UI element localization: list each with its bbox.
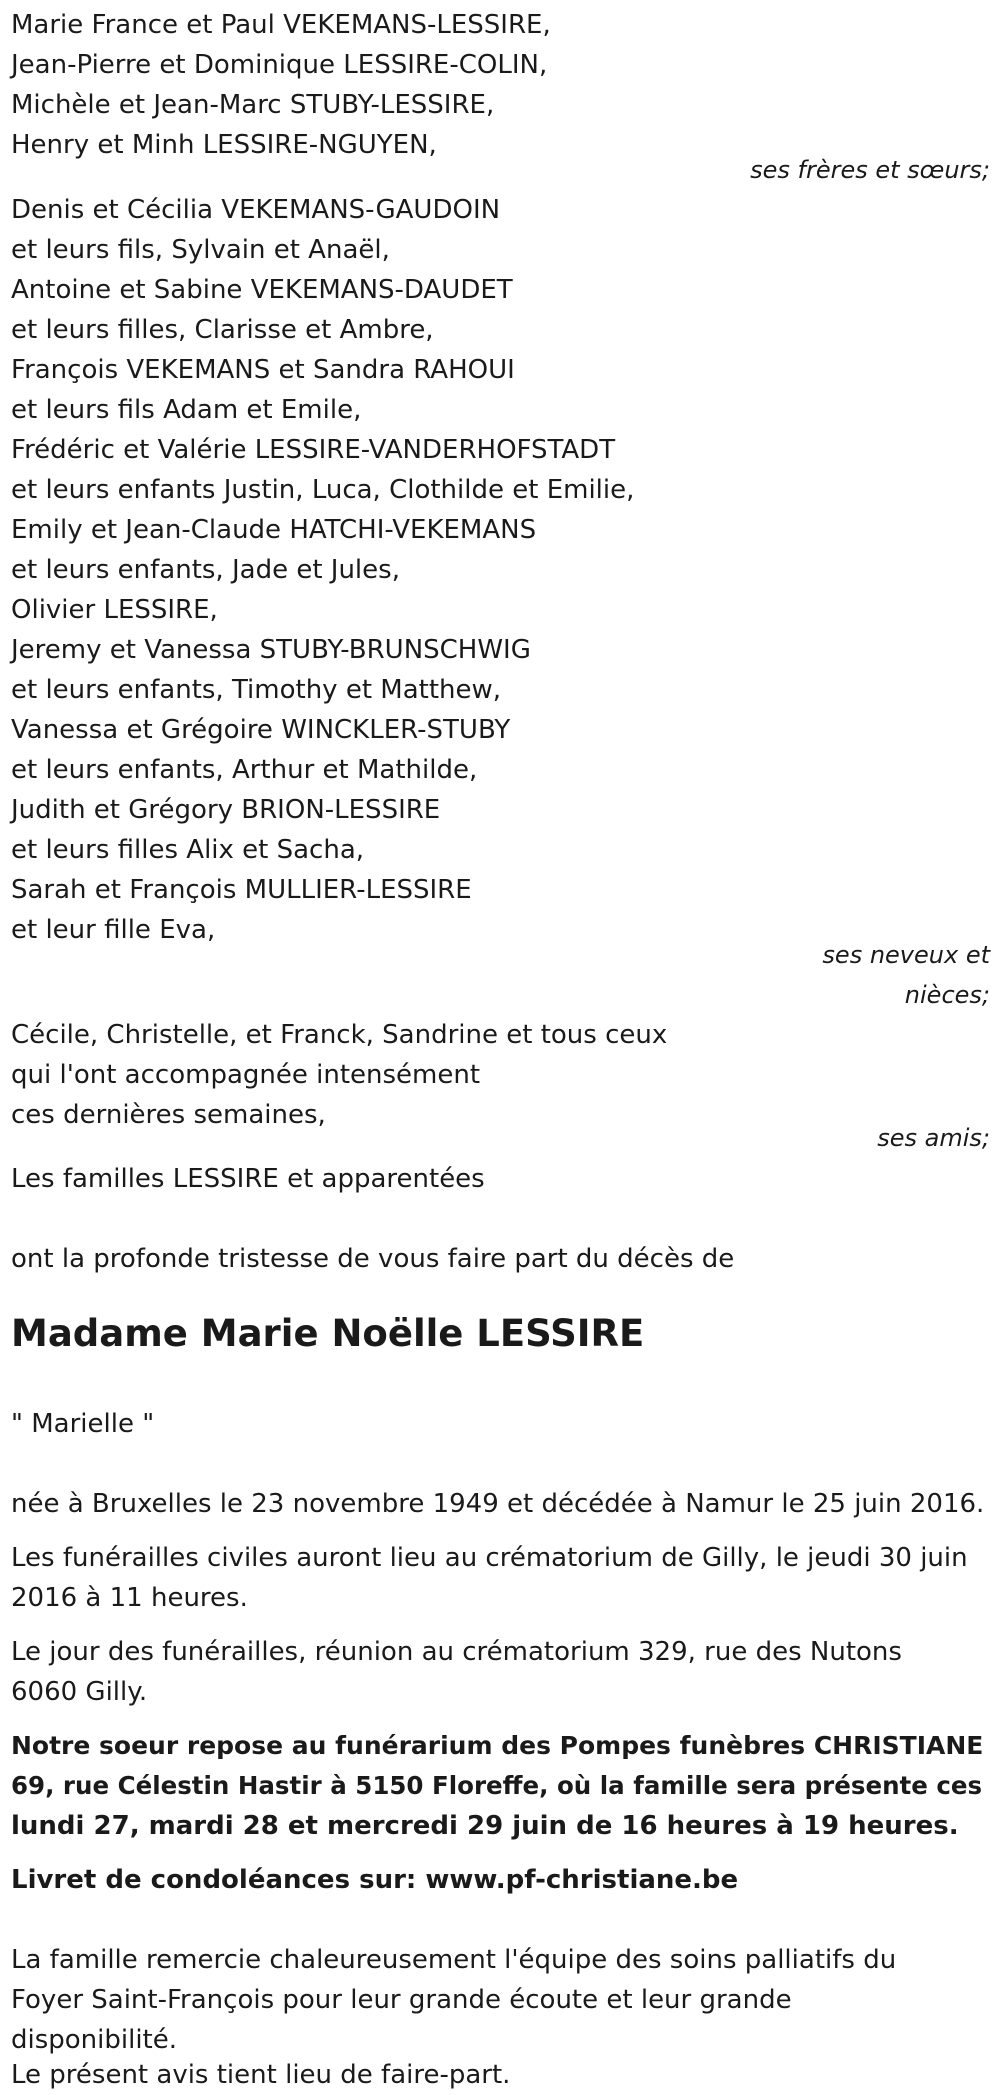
reunion-line: 6060 Gilly. bbox=[11, 1677, 148, 1707]
thanks-line: La famille remercie chaleureusement l'équipe des soins palliatifs du bbox=[11, 1945, 897, 1975]
nephew-line: François VEKEMANS et Sandra RAHOUI bbox=[11, 355, 515, 385]
friends-line: ces dernières semaines, bbox=[11, 1100, 326, 1130]
nephew-line: et leurs filles Alix et Sacha, bbox=[11, 835, 365, 865]
friends-role: ses amis; bbox=[877, 1124, 990, 1152]
deceased-nickname: " Marielle " bbox=[11, 1409, 155, 1439]
sibling-line: Michèle et Jean-Marc STUBY-LESSIRE, bbox=[11, 90, 495, 120]
sibling-line: Marie France et Paul VEKEMANS-LESSIRE, bbox=[11, 10, 551, 40]
nephew-line: Olivier LESSIRE, bbox=[11, 595, 218, 625]
thanks-line: disponibilité. bbox=[11, 2025, 178, 2055]
rest-line: Notre soeur repose au funérarium des Pompes funèbres CHRISTIANE bbox=[11, 1731, 984, 1760]
reunion-line: Le jour des funérailles, réunion au crématorium 329, rue des Nutons bbox=[11, 1637, 902, 1667]
nephew-line: et leurs fils, Sylvain et Anaël, bbox=[11, 235, 390, 265]
nephew-line: et leurs enfants, Jade et Jules, bbox=[11, 555, 400, 585]
rest-line: lundi 27, mardi 28 et mercredi 29 juin de 16 heures à 19 heures. bbox=[11, 1811, 959, 1841]
nephew-line: et leurs filles, Clarisse et Ambre, bbox=[11, 315, 434, 345]
sibling-line: Henry et Minh LESSIRE-NGUYEN, bbox=[11, 130, 437, 160]
nephew-line: Denis et Cécilia VEKEMANS-GAUDOIN bbox=[11, 195, 501, 225]
nephews-role: nièces; bbox=[904, 981, 990, 1009]
sibling-line: Jean-Pierre et Dominique LESSIRE-COLIN, bbox=[11, 50, 548, 80]
nephew-line: Antoine et Sabine VEKEMANS-DAUDET bbox=[11, 275, 513, 305]
condolences-line: Livret de condoléances sur: www.pf-christiane.be bbox=[11, 1865, 739, 1895]
nephew-line: Frédéric et Valérie LESSIRE-VANDERHOFSTADT bbox=[11, 435, 616, 465]
friends-line: Cécile, Christelle, et Franck, Sandrine et tous ceux bbox=[11, 1020, 668, 1050]
rest-line: 69, rue Célestin Hastir à 5150 Floreffe, où la famille sera présente ces bbox=[11, 1771, 983, 1800]
funeral-line: 2016 à 11 heures. bbox=[11, 1583, 248, 1613]
notice-line: Le présent avis tient lieu de faire-part. bbox=[11, 2060, 511, 2090]
announcement: ont la profonde tristesse de vous faire part du décès de bbox=[11, 1244, 735, 1274]
birth-death-line: née à Bruxelles le 23 novembre 1949 et décédée à Namur le 25 juin 2016. bbox=[11, 1489, 985, 1519]
nephew-line: Judith et Grégory BRION-LESSIRE bbox=[11, 795, 441, 825]
families-line: Les familles LESSIRE et apparentées bbox=[11, 1164, 485, 1194]
nephew-line: et leurs enfants, Timothy et Matthew, bbox=[11, 675, 502, 705]
funeral-line: Les funérailles civiles auront lieu au crématorium de Gilly, le jeudi 30 juin bbox=[11, 1543, 968, 1573]
nephew-line: et leurs enfants Justin, Luca, Clothilde et Emilie, bbox=[11, 475, 635, 505]
nephew-line: et leurs enfants, Arthur et Mathilde, bbox=[11, 755, 478, 785]
deceased-name: Madame Marie Noëlle LESSIRE bbox=[11, 1312, 645, 1355]
nephew-line: et leurs fils Adam et Emile, bbox=[11, 395, 362, 425]
nephew-line: Vanessa et Grégoire WINCKLER-STUBY bbox=[11, 715, 511, 745]
siblings-role: ses frères et sœurs; bbox=[750, 156, 990, 184]
nephew-line: Jeremy et Vanessa STUBY-BRUNSCHWIG bbox=[11, 635, 531, 665]
thanks-line: Foyer Saint-François pour leur grande écoute et leur grande bbox=[11, 1985, 792, 2015]
nephews-role: ses neveux et bbox=[822, 941, 990, 969]
nephew-line: et leur fille Eva, bbox=[11, 915, 216, 945]
nephew-line: Sarah et François MULLIER-LESSIRE bbox=[11, 875, 472, 905]
nephew-line: Emily et Jean-Claude HATCHI-VEKEMANS bbox=[11, 515, 537, 545]
friends-line: qui l'ont accompagnée intensément bbox=[11, 1060, 481, 1090]
